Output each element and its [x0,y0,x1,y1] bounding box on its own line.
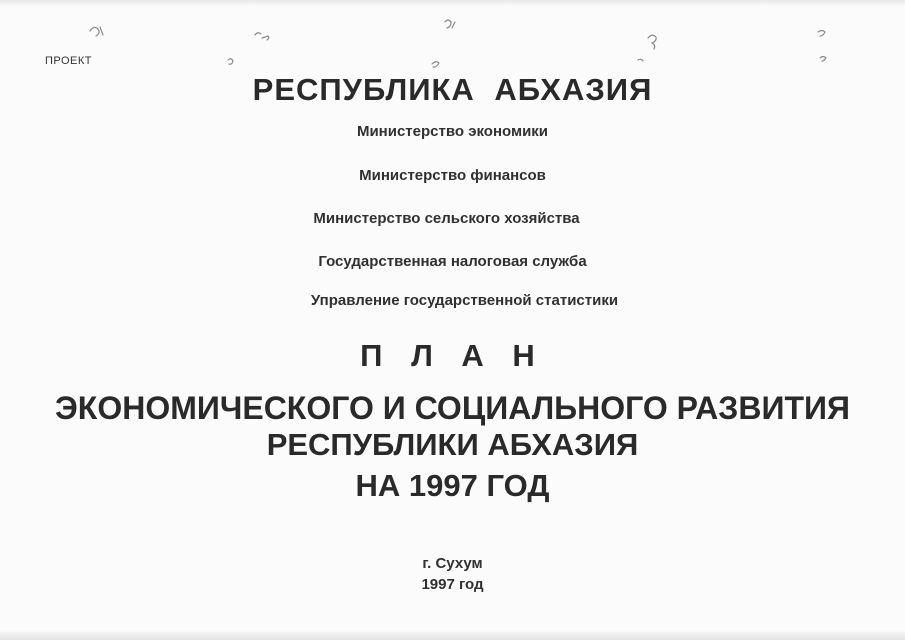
scan-bottom-edge [0,630,905,640]
country-heading: РЕСПУБЛИКА АБХАЗИЯ [252,72,653,107]
pencil-mark [255,33,269,40]
ministry-finance: Министерство финансов [359,167,546,184]
draft-stamp: ПРОЕКТ [45,55,93,67]
pencil-mark [432,62,439,67]
pencil-mark [445,20,455,28]
document-year: 1997 год [421,576,484,593]
pencil-mark [648,35,656,49]
pencil-mark [228,59,233,64]
city-name: г. Сухум [422,555,483,572]
pencil-mark [820,57,826,62]
pencil-mark [638,59,643,61]
plan-subtitle-line: НА 1997 ГОД [355,468,550,503]
pencil-mark [90,27,103,36]
plan-title: П Л А Н [360,338,545,373]
tax-service: Государственная налоговая служба [318,253,587,270]
ministry-economy: Министерство экономики [356,123,549,140]
statistics-office: Управление государственной статистики [310,292,619,309]
plan-subtitle-line: РЕСПУБЛИКИ АБХАЗИЯ [266,427,639,462]
plan-subtitle-line: ЭКОНОМИЧЕСКОГО И СОЦИАЛЬНОГО РАЗВИТИЯ [55,390,850,426]
pencil-mark [818,31,825,37]
ministry-agriculture: Министерство сельского хозяйства [313,210,580,227]
